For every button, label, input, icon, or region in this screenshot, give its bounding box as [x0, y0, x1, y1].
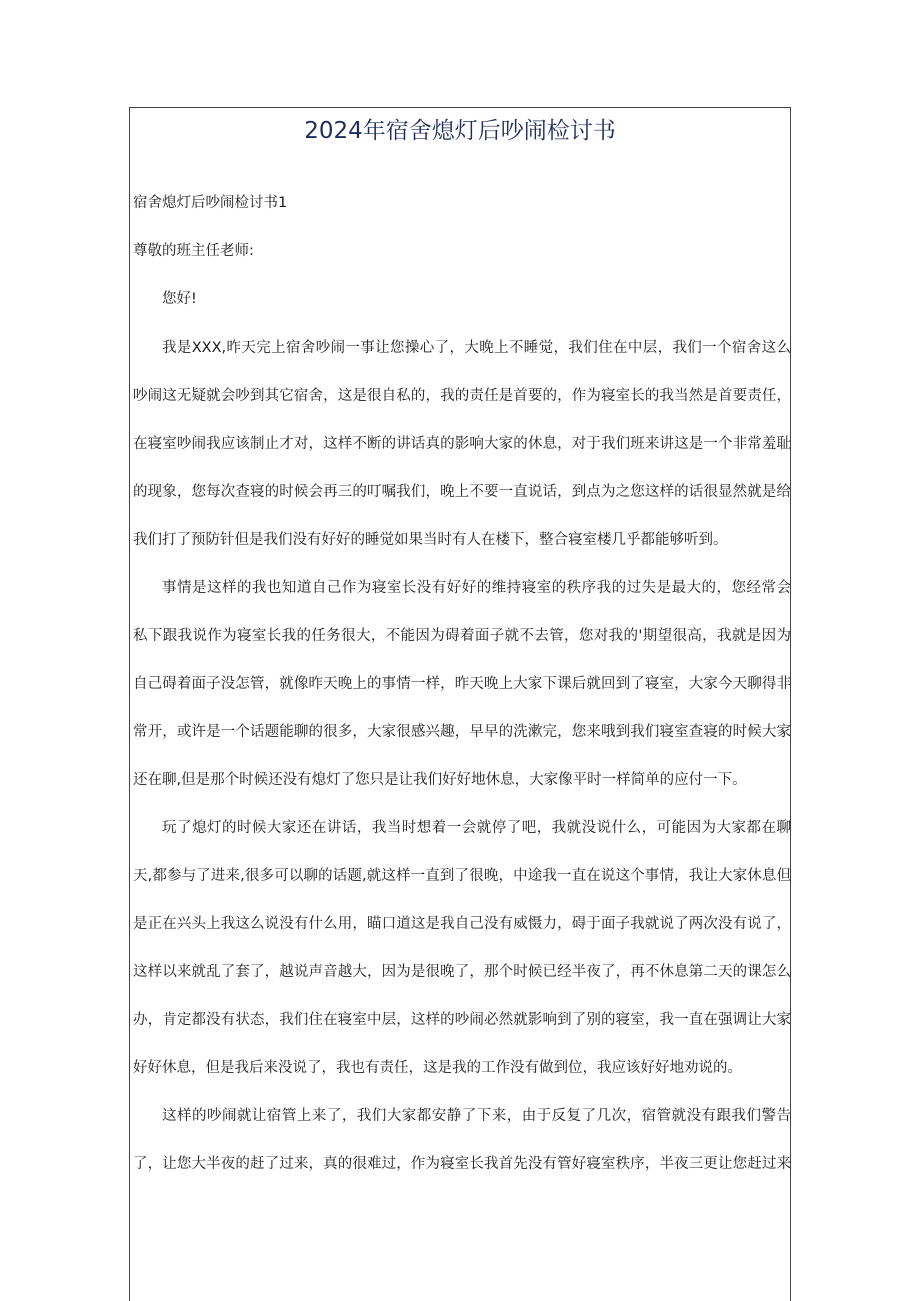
paragraph-3-line-2: 天,都参与了进来,很多可以聊的话题,就这样一直到了很晚，中途我一直在说这个事情，我让大家休息但 [133, 868, 791, 884]
paragraph-3-line-1: 玩了熄灯的时候大家还在讲话，我当时想着一会就停了吧，我就没说什么，可能因为大家都在聊 [162, 820, 791, 836]
paragraph-4-line-1: 这样的吵闹就让宿管上来了，我们大家都安静了下来，由于反复了几次，宿管就没有跟我们警告 [162, 1108, 791, 1124]
paragraph-2-line-1: 事情是这样的我也知道自己作为寝室长没有好好的维持寝室的秩序我的过失是最大的，您经常会 [162, 580, 791, 596]
paragraph-2-line-2: 私下跟我说作为寝室长我的任务很大，不能因为碍着面子就不去管，您对我的'期望很高，我就是因为 [133, 628, 791, 644]
document-title: 2024年宿舍熄灯后吵闹检讨书 [304, 118, 616, 144]
paragraph-3-line-5: 办，肯定都没有状态，我们住在寝室中层，这样的吵闹必然就影响到了别的寝室，我一直在强调让大家 [133, 1012, 791, 1028]
section-heading: 宿舍熄灯后吵闹检讨书1 [133, 195, 288, 211]
paragraph-2-line-4: 常开，或许是一个话题能聊的很多，大家很感兴趣，早早的洗漱完，您来哦到我们寝室查寝的时候大家 [133, 724, 791, 740]
paragraph-1-line-2: 吵闹这无疑就会吵到其它宿舍，这是很自私的，我的责任是首要的，作为寝室长的我当然是首要责任， [133, 388, 791, 404]
paragraph-1-line-4: 的现象，您每次查寝的时候会再三的叮嘱我们，晚上不要一直说话，到点为之您这样的话很显然就是给 [133, 484, 791, 500]
paragraph-1-line-3: 在寝室吵闹我应该制止才对，这样不断的讲话真的影响大家的休息，对于我们班来讲这是一个非常羞耻 [133, 436, 791, 452]
paragraph-3-line-3: 是正在兴头上我这么说没有什么用，瞄口道这是我自己没有威慑力，碍于面子我就说了两次没有说了， [133, 916, 791, 932]
paragraph-2-line-3: 自己碍着面子没怎管，就像昨天晚上的事情一样，昨天晚上大家下课后就回到了寝室，大家今天聊得非 [133, 676, 791, 692]
paragraph-2-line-5: 还在聊,但是那个时候还没有熄灯了您只是让我们好好地休息，大家像平时一样简单的应付一下。 [133, 772, 747, 788]
paragraph-3-line-6: 好好休息，但是我后来没说了，我也有责任，这是我的工作没有做到位，我应该好好地劝说的。 [133, 1060, 742, 1076]
salutation: 尊敬的班主任老师: [133, 243, 254, 259]
paragraph-1-line-5: 我们打了预防针但是我们没有好好的睡觉如果当时有人在楼下，整合寝室楼几乎都能够听到。 [133, 532, 728, 548]
paragraph-1-line-1: 我是XXX,昨天完上宿舍吵闹一事让您操心了，大晚上不睡觉，我们住在中层，我们一个宿舍这么 [162, 340, 791, 356]
paragraph-3-line-4: 这样以来就乱了套了，越说声音越大，因为是很晚了，那个时候已经半夜了，再不休息第二天的课怎么 [133, 964, 791, 980]
greeting: 您好! [162, 291, 197, 307]
paragraph-4-line-2: 了，让您大半夜的赶了过来，真的很难过，作为寝室长我首先没有管好寝室秩序，半夜三更让您赶过来 [133, 1156, 791, 1172]
